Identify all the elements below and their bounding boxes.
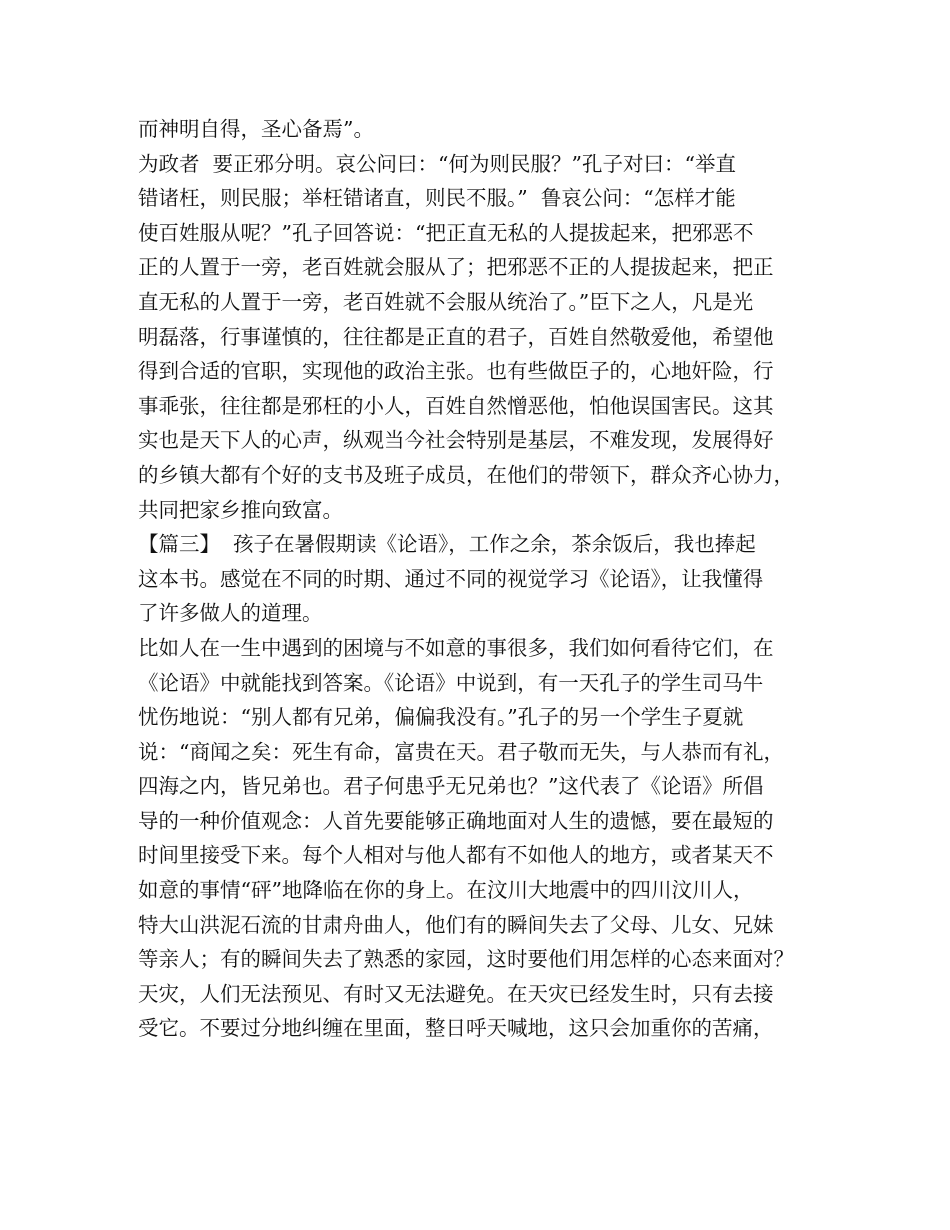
text-line: 这本书。感觉在不同的时期、通过不同的视觉学习《论语》，让我懂得: [138, 566, 764, 591]
text-line: 使百姓服从呢？”孔子回答说：“把正直无私的人提拔起来，把邪恶不: [138, 220, 754, 245]
body-text: [138, 112, 818, 1046]
text-line: 《论语》中就能找到答案。《论语》中说到，有一天孔子的学生司马牛: [138, 670, 764, 695]
text-line: 明磊落，行事谨慎的，往往都是正直的君子，百姓自然敬爱他，希望他: [138, 324, 774, 349]
text-line: 得到合适的官职，实现他的政治主张。也有些做臣子的，心地奸险，行: [138, 359, 774, 384]
text-line: 如意的事情“砰”地降临在你的身上。在汶川大地震中的四川汶川人，: [138, 878, 754, 903]
text-line: 事乖张，往往都是邪枉的小人，百姓自然憎恶他，怕他误国害民。这其: [138, 393, 774, 418]
text-line: 天灾，人们无法预见、有时又无法避免。在天灾已经发生时，只有去接: [138, 981, 774, 1006]
text-line: 比如人在一生中遇到的困境与不如意的事很多，我们如何看待它们，在: [138, 635, 774, 660]
text-line: 说：“商闻之矣：死生有命，富贵在天。君子敬而无失，与人恭而有礼，: [138, 739, 784, 764]
text-line: 时间里接受下来。每个人相对与他人都有不如他人的地方，或者某天不: [138, 843, 774, 868]
text-line: 了许多做人的道理。: [138, 601, 323, 626]
text-line: 直无私的人置于一旁，老百姓就不会服从统治了。”臣下之人，凡是光: [138, 289, 754, 314]
text-line: 共同把家乡推向致富。: [138, 497, 343, 522]
text-line: 导的一种价值观念：人首先要能够正确地面对人生的遗憾，要在最短的: [138, 808, 774, 833]
text-line: 为政者 要正邪分明。哀公问曰：“何为则民服？”孔子对曰：“举直: [138, 151, 736, 176]
text-line: 受它。不要过分地纠缠在里面，整日呼天喊地，这只会加重你的苦痛，: [138, 1016, 774, 1041]
text-line: 特大山洪泥石流的甘肃舟曲人，他们有的瞬间失去了父母、儿女、兄妹: [138, 912, 774, 937]
text-line: 而神明自得，圣心备焉”。: [138, 117, 374, 141]
text-line: 实也是天下人的心声，纵观当今社会特别是基层，不难发现，发展得好: [138, 428, 774, 453]
section-heading-line: 【篇三】 孩子在暑假期读《论语》，工作之余，茶余饭后，我也捧起: [138, 532, 756, 557]
text-line: 等亲人；有的瞬间失去了熟悉的家园，这时要他们用怎样的心态来面对？: [138, 947, 794, 972]
text-line: 四海之内，皆兄弟也。君子何患乎无兄弟也？”这代表了《论语》所倡: [138, 774, 764, 799]
text-line: 错诸枉，则民服；举枉错诸直，则民不服。” 鲁哀公问：“怎样才能: [138, 186, 736, 211]
text-line: 正的人置于一旁，老百姓就会服从了；把邪恶不正的人提拔起来，把正: [138, 255, 774, 280]
text-line: 的乡镇大都有个好的支书及班子成员，在他们的带领下，群众齐心协力，: [138, 462, 794, 487]
text-line: 忧伤地说：“别人都有兄弟，偏偏我没有。”孔子的另一个学生子夏就: [138, 705, 744, 730]
